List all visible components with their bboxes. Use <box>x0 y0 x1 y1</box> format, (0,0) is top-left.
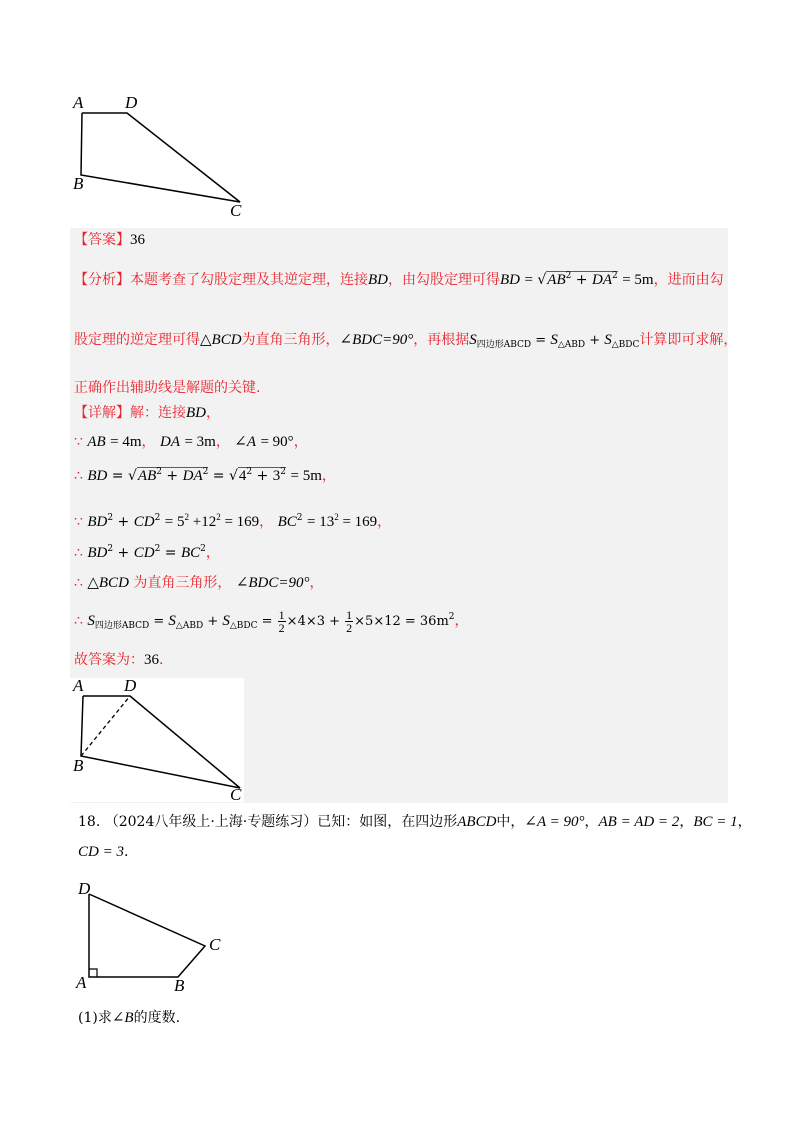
vertex-label-a: A <box>76 973 87 992</box>
question-18-line-1 <box>78 812 752 832</box>
analysis-line-2 <box>74 330 737 351</box>
question-18-line-2 <box>78 842 128 862</box>
analysis-text: ，进而由勾 <box>653 272 724 288</box>
condition-ab-ad: AB = AD = 2 <box>598 814 680 830</box>
formula-area: $S_{四边形ABCD} = S_{\triangle ABD} + S_{\triangle BDC}$ <box>469 332 640 350</box>
separator: ， <box>584 814 599 830</box>
conclusion-value: 36 <box>144 652 159 668</box>
quadrilateral-figure-3 <box>70 876 230 996</box>
question-text: 中， <box>496 814 525 830</box>
quadrilateral-figure-2 <box>70 678 244 802</box>
right-angle-marker <box>89 969 97 977</box>
analysis-text: 正确作出辅助线是解题的关键. <box>74 380 261 396</box>
detail-intro: 解：连接 <box>130 405 186 421</box>
analysis-text: 为直角三角形， <box>241 332 340 348</box>
analysis-text: 股定理的逆定理可得 <box>74 332 200 348</box>
detail-line-0: 【详解】解：连接BD， <box>74 405 220 421</box>
angle-b: ∠B <box>111 1010 134 1026</box>
detail-label: 【详解】 <box>74 405 130 421</box>
vertex-label-c: C <box>230 785 242 802</box>
question-source: （2024八年级上·上海·专题练习） <box>104 814 318 830</box>
quadrilateral-figure-1 <box>70 90 260 225</box>
detail-line-5: ∴ △BCD 为直角三角形， ∠BDC=90°， <box>74 575 324 591</box>
condition-bc: BC = 1 <box>693 814 738 830</box>
analysis-label: 【分析】 <box>74 272 130 288</box>
vertex-label-b: B <box>73 174 84 193</box>
triangle-bcd: △BCD <box>200 332 242 348</box>
angle-bdc: ∠BDC=90° <box>339 332 414 348</box>
conclusion-line <box>74 650 163 670</box>
vertex-label-d: D <box>125 93 138 112</box>
subquestion-suffix: 的度数. <box>133 1010 181 1026</box>
vertex-label-b: B <box>174 976 185 995</box>
subquestion-prefix: (1)求 <box>78 1010 112 1026</box>
answer-label: 【答案】 <box>74 232 130 248</box>
vertex-label-d: D <box>124 678 137 695</box>
analysis-text: 本题考查了勾股定理及其逆定理，连接 <box>130 272 368 288</box>
detail-line-6: ∴ $S_{四边形ABCD} = S_{\triangle ABD} + S_{\triangle BDC}$ = $\frac{1}{2}$ ×4×3 + $\frac{1}{2}$ $\times 5\times 12 = 36m^2$， <box>74 608 469 635</box>
quadrilateral-outline <box>89 894 205 977</box>
terminal-period: . <box>123 844 129 860</box>
detail-line-1: ∵ AB = 4m， DA = 3m， ∠A = 90°， <box>74 434 308 450</box>
detail-line-2: ∴ BD = $√AB^2 + DA^2 = √4^2 + 3^2 = 5m$， <box>74 467 336 484</box>
subquestion-1 <box>78 1008 180 1028</box>
vertex-label-c: C <box>230 201 242 220</box>
question-text: 已知：如图，在四边形 <box>317 814 458 830</box>
separator: ， <box>737 814 752 830</box>
separator: ， <box>679 814 694 830</box>
condition-angle-a: ∠A = 90° <box>524 814 585 830</box>
analysis-text: ，再根据 <box>413 332 470 348</box>
vertex-label-a: A <box>73 678 84 695</box>
vertex-label-d: D <box>78 879 91 898</box>
answer-value: 36 <box>130 232 145 248</box>
question-number: 18. <box>78 814 101 830</box>
vertex-label-a: A <box>73 93 84 112</box>
detail-line-3: ∵ $BD^2 + CD^2 = 5^2 +12^2 = 169$， $BC^2 = 13^2 = 169$， <box>74 512 392 530</box>
formula-bd: BD = $√AB^2 + DA^2 = 5m$ <box>500 271 654 288</box>
answer-line <box>74 230 145 250</box>
vertex-label-c: C <box>209 935 221 954</box>
conclusion-label: 故答案为： <box>74 652 144 668</box>
analysis-line-3 <box>74 378 260 398</box>
quad-name: ABCD <box>457 814 497 830</box>
condition-cd: CD = 3 <box>78 844 124 860</box>
detail-line-4: ∴ $BD^2 + CD^2 = BC^2$， <box>74 544 220 561</box>
conclusion-end: . <box>159 652 164 668</box>
segment-bd: BD <box>368 272 388 288</box>
analysis-text: 计算即可求解， <box>639 332 738 348</box>
quadrilateral-outline <box>81 113 240 202</box>
vertex-label-b: B <box>73 756 84 775</box>
analysis-text: ，由勾股定理可得 <box>388 272 500 288</box>
segment-bd: BD <box>186 405 206 421</box>
analysis-line-1 <box>74 270 724 290</box>
